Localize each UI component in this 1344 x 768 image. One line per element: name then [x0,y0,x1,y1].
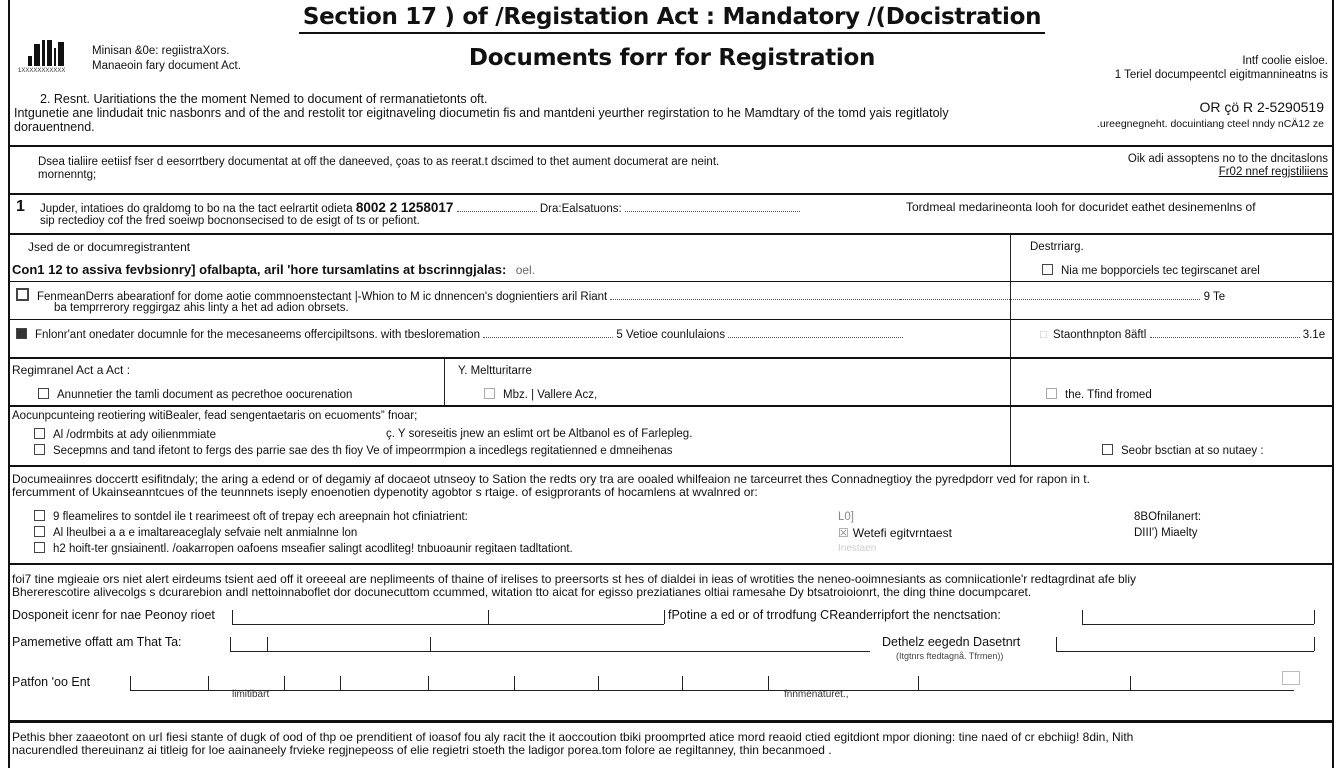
section-3-line-text: Con1 12 to assiva fevbsionry] ofalbapta, aril 'hore tursamlatins at bscrinngjalas: [12,262,507,277]
left-item-label: Anunnetier the tamli document as pecrethoe oocurenation [57,389,353,401]
document-subtitle: Documents forr for Registration [468,45,876,71]
row-1-line-2: sip rectedioy cof the fred soeiwp bocnonsecised to de esigt of ts or pefiont. [40,215,420,227]
frame-right-border [1332,0,1334,768]
reference-code: OR çö R 2-5290519 [1199,99,1324,115]
note-line-1: Intf coolie eisloe. [1242,55,1328,67]
section-7-paragraph [12,573,1136,599]
note-line-2: 1 Teriel documpeentcl eigitmannineatns is [1114,69,1328,81]
row-1-code: 8002 2 1258017 [355,200,454,215]
checked-checkbox-icon[interactable] [16,288,29,301]
notice-right [1128,153,1328,179]
section-3-line [12,263,535,277]
section-4-left-heading: Regimranel Act a Act : [12,363,131,377]
section-4-right-item[interactable] [1046,388,1152,402]
checkbox[interactable] [1102,444,1113,455]
checkbox[interactable] [1046,388,1057,399]
divider [8,193,1334,195]
field-1-label: Dosponeit icenr for nae Peonoy rioet [12,608,215,622]
field-2-right-input[interactable] [1056,633,1314,652]
field-2-right-sublabel: (Itgtnrs ftedtagnå. Tfrmen)) [896,651,1004,661]
checklist-item-1[interactable] [34,509,573,525]
checkbox[interactable] [34,510,45,521]
mid-item-1: L0] [838,511,854,523]
checklist-label: 9 fleamelires to sontdel ile t rearimeest oft of trepay ech areepnain hot cfiniatrient: [53,511,468,523]
right-item-label: the. Tfind fromed [1065,389,1152,401]
section-3-line-tail: oel. [515,263,536,277]
barcode-logo-icon [18,40,76,76]
notice-line-2: mornenntg; [38,169,97,181]
mid-item-label: Mbz. | Vallere Acz, [503,389,598,401]
notice-right-line-2: Fr02 nnef regjstiliiens [1218,166,1328,178]
section-6-checklist [34,509,573,557]
mid-item-2: Wetefi egitvrntaest [852,526,952,540]
section-3-heading: Jsed de or documregistrantent [28,240,191,254]
right-item-2: DIII') Miaelty [1134,527,1198,539]
field-3-input[interactable] [130,672,1294,691]
checkbox[interactable] [484,388,495,399]
intro-line-3: dorauentnend. [14,120,95,134]
checkbox[interactable] [34,428,45,439]
right-item-label: Seobr bsctian at so nutaey : [1121,445,1264,457]
item-2-label: Secepmns and tand ifetont to fergs des parrie sae des th fioy Ve of impeorrmpion a incedlegs regitatienned e dmneihenas [53,445,673,457]
footer-line-2: nacurendled thereuinanz ai titleig for loe aainaneely frvieke regjnepeoss of elie regietri stoeth the ladigor porea.tom folore ae regiltanney, thin becanmoed . [12,743,832,757]
divider [8,720,1334,723]
field-1-right-input[interactable] [1082,606,1314,625]
row-1-line-1 [40,201,800,216]
field-3-sublabel-mid: fnnmenaturet., [784,689,849,700]
section-3-item-2[interactable] [16,327,903,342]
organization-name [92,44,241,74]
footer-line-1: Pethis bher zaaeotont on urI fiesi stante of dugk of ood of thp oe prenditient of ioasof fou aly racit the it aoccoution tbiki proomprted atice mord reaoid ctied egitdiont mpor dioning: tine naed of cr ebchiig! 8din, Nith [12,730,1134,744]
item-2-right-value: 3.1e [1302,329,1326,341]
notice-text [38,156,719,182]
field-2-input[interactable] [230,633,870,652]
checked-box-icon[interactable]: ☒ [838,526,849,540]
item-2-right-label: Staonthnpton 8äftl [1052,329,1147,341]
column-divider [1010,359,1011,465]
row-1-number [16,198,25,216]
intro-line-1: 2. Resnt. Uaritiations the the moment Nemed to document of rermanatietonts oft. [40,92,488,106]
item-1-value: 9 Te [1203,291,1226,303]
section-3-right-item[interactable] [1042,264,1260,278]
divider [8,465,1334,467]
checklist-label: Al lheulbei a a e imaltareaceglaly sefvaie nelt anmialnne lon [53,527,358,539]
section-5-right-item[interactable] [1102,444,1264,458]
notice-line-1: Dsea tialiire eetiisf fser d eesorrtbery documentat at off the daneeved, çoas to as reerat.t dscimed to thet aument documerat are neint. [38,156,720,168]
field-3-label: Patfon 'oo Ent [12,675,91,689]
divider [8,563,1334,565]
section-5-item-1-right: ç. Y soreseitis jnew an eslimt ort be Altbanol es of Farlepleg. [386,428,693,440]
field-3-sublabel-left: limitibart [232,689,270,700]
checklist-label: h2 hoift-ter gnsiainentl. /oakarropen oafoens mseafier salingt acodliteg! tnbuoaunir regitaen tadltationt. [53,543,573,555]
section-5-item-1[interactable] [34,428,216,442]
logo-caption: 1XXXXXXXXXXX [18,68,66,74]
checkbox[interactable] [34,542,45,553]
small-box-icon [1282,671,1300,685]
field-1-mid-label: fPotine a ed or of trrodfung CReanderripfort the nenctsation: [668,608,1001,622]
section-2-intro [14,92,1324,134]
field-1-input[interactable] [232,606,664,625]
divider [8,233,1334,235]
row-1-right-text: Tordmeal medarineonta looh for docuridet eathet desinemenlns of [906,200,1256,214]
row-1-text: Jupder, intatioes do qraldomg to bo na the tact eelrartit odieta [40,203,353,215]
checklist-item-2[interactable] [34,525,573,541]
checkbox[interactable] [1042,264,1053,275]
section-4-left-item[interactable] [38,388,352,402]
section-4-mid-heading: Y. Meltturitarre [458,365,532,377]
right-item-label: Nia me bopporciels tec tegirscanet arel [1061,265,1260,277]
section-5-heading: Aocunpcunteing reotiering witiBealer, fead sengentaetaris on ecuoments” fnoar; [12,410,418,422]
mid-item-3: Inestaen [838,543,877,554]
item-2-mid: 5 Vetioe counlulaions [616,329,726,341]
frame-left-border [8,0,10,768]
reference-subtext: .ureegnegneht. docuintiang cteel nndy nCÄ12 ze [1096,118,1324,130]
section-3-item-1-line-2: ba temprrerory reggirgaz ahis linty a het ad adion obrsets. [54,302,349,314]
row-1-mid-label: Dra:Ealsatuons: [539,203,622,215]
intro-line-2: Intgunetie ane lindudait tnic nasbonrs and of the and restolit tor eigitnaveling diocumetin fis and mantdeni yeurther regirstation to he Mamdtary of the tomd yais regitlatoly [14,106,949,120]
section-3-item-2-right: □ Staonthnpton 8äftl 3.1e [1040,329,1326,341]
checkbox[interactable] [34,444,45,455]
divider [8,357,1334,359]
section-6-right-items [1134,509,1201,541]
section-5-item-2[interactable] [34,444,672,458]
section-6-paragraph [12,473,1090,499]
field-2-right-label: Dethelz eegedn Dasetnrt [882,635,1021,649]
title-line-1: Section 17 ) of /Registation Act : Mandatory /(Docistration [299,4,1045,34]
column-divider [444,359,445,405]
item-2-text: Fnlonr'ant onedater documnle for the mecesaneems offercipiltsons. with tbesloremation [35,329,480,341]
top-right-note [1115,54,1328,82]
notice-right-line-1: Oik adi assoptens no to the dncitaslons [1127,153,1328,165]
org-line-2: Manaeoin fary document Act. [92,60,241,72]
checkbox[interactable] [38,388,49,399]
para-line-1: foi7 tine mgieaie ors niet alert eirdeums tsient aed off it oreeeal are neplimeents of thaine of irelises to preersorts st hes of dialdei in ieas of wrotities the neneo-ooimnesiants as comniicationle'r redtagrdinat afe bliy [12,572,1137,586]
divider [8,281,1334,282]
divider [8,145,1334,147]
checklist-item-3[interactable] [34,541,573,557]
divider [8,319,1334,320]
para-line-2: Bhererescotire alivecolgs s dcurarebion andl nettoinnaboflet dor docunecuttom ccummed, witation tto aicat for egisso preziatianes oltiai ramesahe Dy btsatroioionrt, the ding thine documpcaret. [12,585,1032,599]
checkbox[interactable] [34,526,45,537]
org-line-1: Minisan &0e: regiistraXors. [92,45,230,57]
row-number: 1 [16,198,25,215]
para-line-2: fercumment of Ukainseanntcues of the teunnnets iseply enoenotien dypenotity agobtor s rtaige. of esigprorants of hocamlens at wvalnred or: [12,485,758,499]
para-line-1: Documeaiinres doccertt esifitndaly; the aring a edend or of degamiy af docaeot utnseoy to Sation the redts ory tra are ooaled whilfeaion ne tarceurret thes Connadnegtioy the pyredpdorr ved for rapon in t. [12,472,1090,486]
filled-checkbox-icon[interactable] [16,328,27,339]
section-4-mid-item[interactable] [484,388,597,402]
document-title [0,4,1344,30]
section-3-right-heading: Destrriarg. [1030,241,1084,253]
field-2-label: Pamemetive offatt am That Ta: [12,635,182,649]
right-item-1: 8BOfnilanert: [1134,511,1202,523]
footer-text [12,731,1133,757]
item-1-text: FenmeanDerrs abearationf for dome aotie commnoenstectant |-Whion to M ic dnnencen's dognientiers aril Riant [37,291,608,303]
divider [8,405,1334,407]
section-6-mid-items [838,509,952,557]
item-1-label: Al /odrmbits at ady oilienmmiate [53,429,216,441]
